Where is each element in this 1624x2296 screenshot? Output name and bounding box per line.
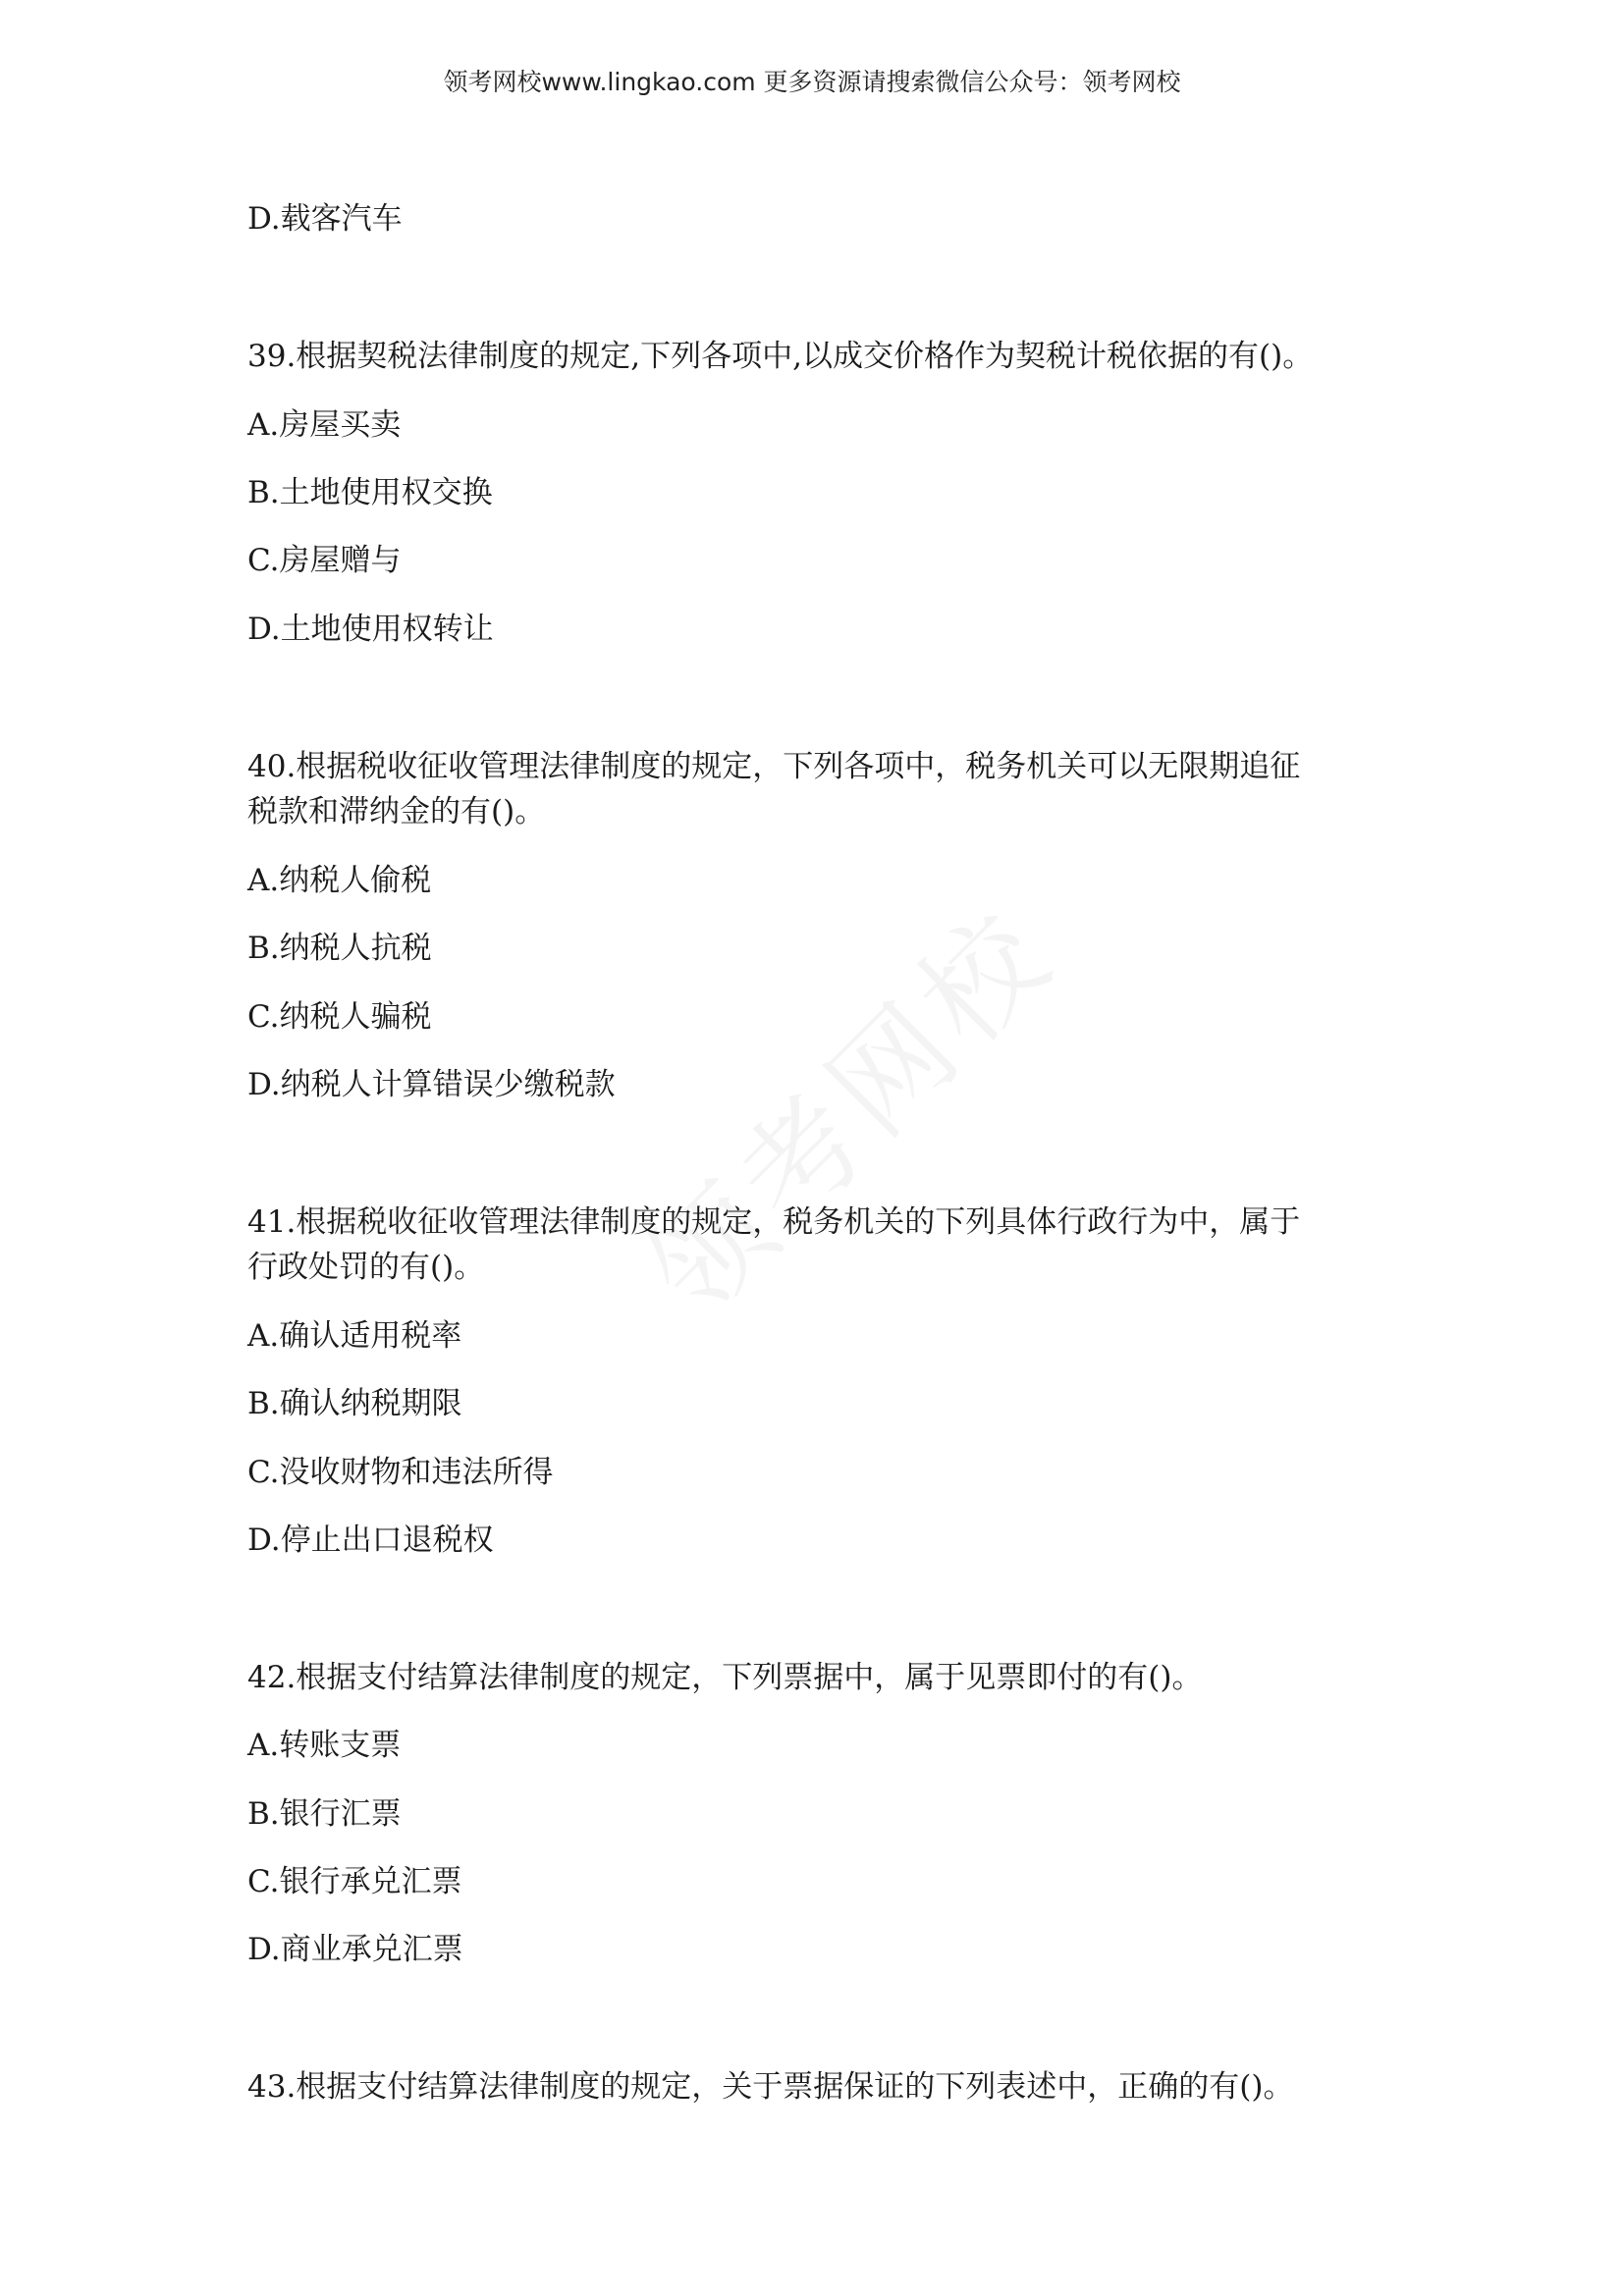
option-41-c: C.没收财物和违法所得 [247, 1455, 554, 1490]
option-40-b: B.纳税人抗税 [247, 931, 432, 966]
option-42-b: B.银行汇票 [247, 1796, 402, 1832]
option-41-a: A.确认适用税率 [247, 1318, 462, 1354]
question-40-line1: 40.根据税收征收管理法律制度的规定，下列各项中，税务机关可以无限期追征 [247, 749, 1301, 784]
question-39: 39.根据契税法律制度的规定,下列各项中,以成交价格作为契税计税依据的有()。 [247, 339, 1314, 374]
option-39-a: A.房屋买卖 [247, 407, 402, 443]
question-42: 42.根据支付结算法律制度的规定，下列票据中，属于见票即付的有()。 [247, 1660, 1203, 1695]
option-42-d: D.商业承兑汇票 [247, 1932, 463, 1967]
option-39-b: B.土地使用权交换 [247, 475, 493, 510]
option-41-d: D.停止出口退税权 [247, 1522, 494, 1558]
option-39-d: D.土地使用权转让 [247, 612, 494, 647]
option-41-b: B.确认纳税期限 [247, 1386, 462, 1421]
option-39-c: C.房屋赠与 [247, 543, 402, 578]
option-40-d: D.纳税人计算错误少缴税款 [247, 1067, 616, 1102]
option-40-a: A.纳税人偷税 [247, 863, 432, 898]
option-40-c: C.纳税人骗税 [247, 999, 432, 1035]
page-header: 领考网校www.lingkao.com 更多资源请搜索微信公众号：领考网校 [443, 68, 1181, 96]
option-42-c: C.银行承兑汇票 [247, 1864, 462, 1899]
question-43: 43.根据支付结算法律制度的规定，关于票据保证的下列表述中，正确的有()。 [247, 2069, 1294, 2105]
option-38-d: D.载客汽车 [247, 201, 403, 237]
question-41-line1: 41.根据税收征收管理法律制度的规定，税务机关的下列具体行政行为中，属于 [247, 1204, 1301, 1240]
watermark [576, 837, 1112, 1373]
question-40-line2: 税款和滞纳金的有()。 [247, 794, 546, 829]
question-41-line2: 行政处罚的有()。 [247, 1250, 485, 1285]
option-42-a: A.转账支票 [247, 1728, 402, 1763]
